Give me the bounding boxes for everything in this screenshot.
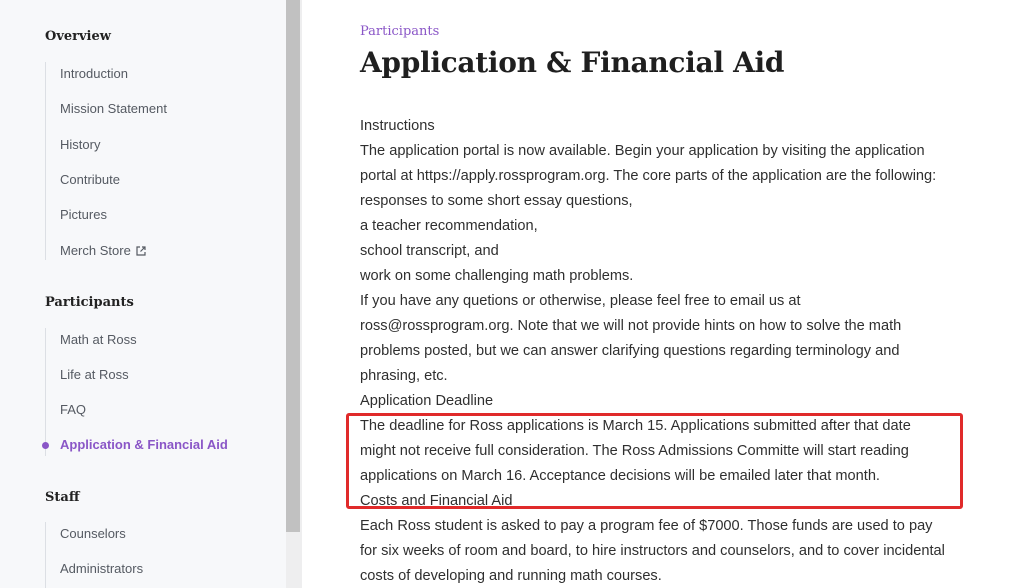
body-line: a teacher recommendation, — [360, 218, 538, 234]
external-link-icon — [136, 244, 146, 259]
body-line: applications on March 16. Acceptance decisions will be emailed later that month. — [360, 468, 880, 484]
body-line: portal at https://apply.rossprogram.org. The core parts of the application are the following: — [360, 168, 937, 184]
body-line: The deadline for Ross applications is March 15. Applications submitted after that date — [360, 418, 911, 434]
sidebar-item-math-at-ross[interactable]: Math at Ross — [60, 332, 137, 347]
nav-group-participants — [45, 328, 276, 456]
body-line: The application portal is now available. Begin your application by visiting the application — [360, 143, 925, 159]
sidebar-item-label: Merch Store — [60, 243, 131, 258]
section-title-overview: Overview — [45, 29, 111, 44]
body-line: for six weeks of room and board, to hire instructors and counselors, and to cover incidental — [360, 543, 945, 559]
sidebar-item-merch-store[interactable] — [60, 243, 146, 259]
sidebar-item-introduction[interactable]: Introduction — [60, 66, 128, 81]
section-title-staff: Staff — [45, 490, 80, 505]
body-line: might not receive full consideration. The Ross Admissions Committe will start reading — [360, 443, 909, 459]
sidebar-item-life-at-ross[interactable]: Life at Ross — [60, 367, 129, 382]
body-line: costs of developing and running math courses. — [360, 568, 662, 584]
sidebar-item-history[interactable]: History — [60, 137, 101, 152]
page-title: Application & Financial Aid — [360, 46, 785, 79]
body-line: phrasing, etc. — [360, 368, 448, 384]
sidebar-item-administrators[interactable]: Administrators — [60, 561, 144, 576]
body-line: problems posted, but we can answer clarifying questions regarding terminology and — [360, 343, 900, 359]
body-line: If you have any quetions or otherwise, please feel free to email us at — [360, 293, 801, 309]
sidebar-item-contribute[interactable]: Contribute — [60, 172, 120, 187]
nav-group-overview — [45, 62, 276, 260]
body-line: school transcript, and — [360, 243, 499, 259]
body-line: ross@rossprogram.org. Note that we will not provide hints on how to solve the math — [360, 318, 902, 334]
body-line: work on some challenging math problems. — [360, 268, 634, 284]
sidebar-item-application-financial-aid[interactable]: Application & Financial Aid — [60, 437, 228, 452]
section-title-participants: Participants — [45, 295, 134, 310]
sidebar-item-pictures[interactable]: Pictures — [60, 207, 107, 222]
body-line: responses to some short essay questions, — [360, 193, 633, 209]
sidebar-item-counselors[interactable]: Counselors — [60, 526, 126, 541]
heading-instructions: Instructions — [360, 118, 435, 134]
sidebar — [0, 0, 286, 588]
body-line: Each Ross student is asked to pay a program fee of $7000. Those funds are used to pay — [360, 518, 933, 534]
nav-group-staff — [45, 522, 276, 588]
sidebar-scrollbar-thumb[interactable] — [286, 0, 300, 532]
sidebar-item-mission-statement[interactable]: Mission Statement — [60, 101, 167, 116]
heading-costs-financial-aid: Costs and Financial Aid — [360, 493, 513, 509]
heading-application-deadline: Application Deadline — [360, 393, 494, 409]
breadcrumb[interactable]: Participants — [360, 24, 440, 39]
sidebar-item-faq[interactable]: FAQ — [60, 402, 87, 417]
active-indicator-dot — [42, 442, 49, 449]
